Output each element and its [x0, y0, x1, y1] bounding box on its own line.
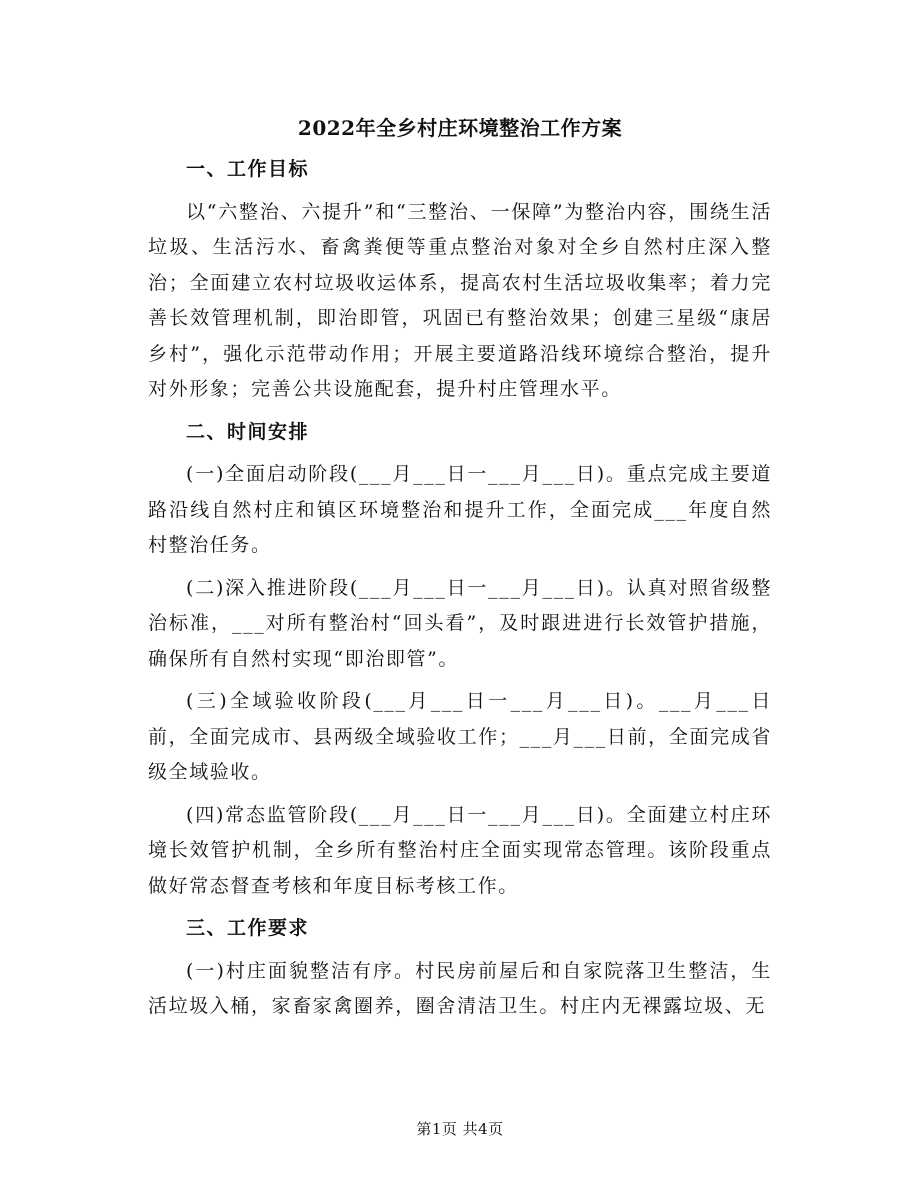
paragraph-phase-4: (四)常态监管阶段(___月___日一___月___日)。全面建立村庄环境长效管护机制，全乡所有整治村庄全面实现常态管理。该阶段重点做好常态督查考核和年度目标考核工作。: [148, 803, 772, 897]
document-body: [148, 152, 772, 1025]
paragraph-phase-2: (二)深入推进阶段(___月___日一___月___日)。认真对照省级整治标准，___对所有整治村“回头看”，及时跟进进行长效管护措施，确保所有自然村实现“即治即管”。: [148, 576, 772, 670]
paragraph-requirement-1: (一)村庄面貌整洁有序。村民房前屋后和自家院落卫生整洁，生活垃圾入桶，家畜家禽圈养，圈舍清洁卫生。村庄内无裸露垃圾、无: [148, 959, 772, 1017]
section-heading-schedule: 二、时间安排: [186, 420, 310, 443]
section-heading-goals: 一、工作目标: [186, 158, 310, 180]
paragraph-phase-3: (三)全域验收阶段(___月___日一___月___日)。___月___日前，全面完成市、县两级全域验收工作；___月___日前，全面完成省级全域验收。: [148, 690, 772, 783]
paragraph-phase-1: (一)全面启动阶段(___月___日一___月___日)。重点完成主要道路沿线自然村庄和镇区环境整治和提升工作，全面完成___年度自然村整治任务。: [148, 463, 772, 556]
paragraph-goals: 以“六整治、六提升”和“三整治、一保障”为整治内容，围绕生活垃圾、生活污水、畜禽粪便等重点整治对象对全乡自然村庄深入整治；全面建立农村垃圾收运体系，提高农村生活垃圾收集率；着力完善长效管理机制，即治即管，巩固已有整治效果；创建三星级“康居乡村”，强化示范带动作用；开展主要道路沿线环境综合整治，提升对外形象；完善公共设施配套，提升村庄管理水平。: [148, 200, 772, 400]
section-heading-requirements: 三、工作要求: [186, 917, 310, 939]
page-footer: 第1页 共4页: [416, 1120, 504, 1138]
document-title: 2022年全乡村庄环境整治工作方案: [297, 116, 623, 140]
